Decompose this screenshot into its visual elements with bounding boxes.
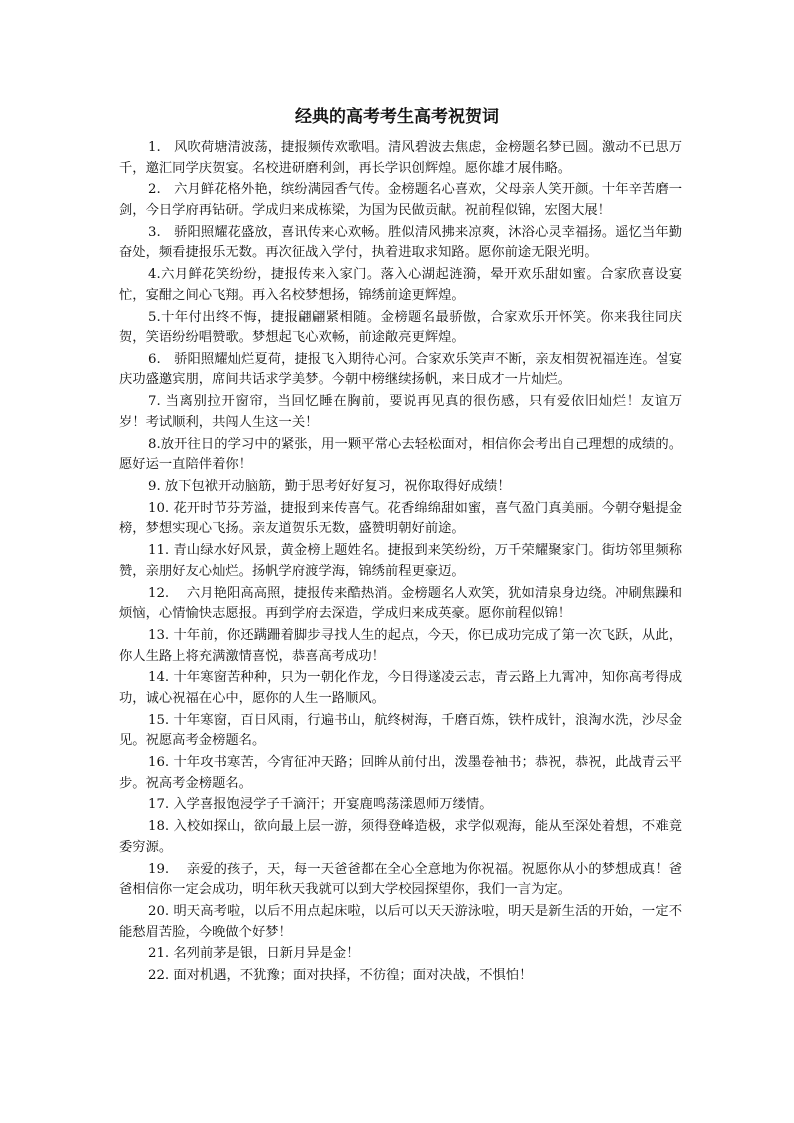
- paragraph: 22. 面对机遇，不犹豫；面对抉择，不彷徨；面对决战，不惧怕！: [148, 968, 533, 984]
- paragraph: 13. 十年前，你还蹒跚着脚步寻找人生的起点，今天，你已成功完成了第一次飞跃，从此，你人生路上将充满激情喜悦，恭喜高考成功！: [119, 627, 682, 664]
- paragraph: 21. 名列前茅是银，日新月异是金！: [148, 946, 360, 962]
- paragraph: 2. 六月鲜花格外艳，缤纷满园香气传。金榜题名心喜欢，父母亲人笑开颜。十年辛苦磨一剑，今日学府再钻研。学成归来成栋梁，为国为民做贡献。祝前程似锦，宏图大展！: [119, 182, 682, 218]
- paragraph: 4.六月鲜花笑纷纷，捷报传来入家门。落入心湖起涟漪，晕开欢乐甜如蜜。合家欣喜设宴忙，宴酣之间心飞翔。再入名校梦想扬，锦绣前途更辉煌。: [119, 267, 682, 303]
- paragraph: 18. 入校如探山，欲向最上层一游，须得登峰造极，求学似观海，能从至深处着想，不难竟委穷源。: [119, 819, 682, 855]
- paragraph: 5.十年付出终不悔，捷报翩翩紧相随。金榜题名最骄傲，合家欢乐开怀笑。你来我往同庆贺，笑语纷纷唱赞歌。梦想起飞心欢畅，前途敞亮更辉煌。: [119, 309, 682, 346]
- document-title: 经典的高考考生高考祝贺词: [295, 107, 499, 127]
- paragraph: 20. 明天高考啦，以后不用点起床啦，以后可以天天游泳啦，明天是新生活的开始，一定不能愁眉苦脸，今晚做个好梦！: [119, 903, 682, 940]
- paragraph: 9. 放下包袱开动脑筋，勤于思考好好复习，祝你取得好成绩！: [148, 479, 511, 494]
- paragraph: 6. 骄阳照耀灿烂夏荷，捷报飞入期待心河。合家欢乐笑声不断，亲友相贺祝福连连。설宴庆功盛邀宾朋，席间共话求学美梦。今朝中榜继续扬帆，来日成才一片灿烂。: [119, 351, 682, 388]
- paragraph: 19. 亲爱的孩子，天，每一天爸爸都在全心全意地为你祝福。祝愿你从小的梦想成真！爸爸相信你一定会成功，明年秋天我就可以到大学校园探望你，我们一言为定。: [119, 861, 682, 898]
- paragraph: 8.放开往日的学习中的紧张，用一颗平常心去轻松面对，相信你会考出自己理想的成绩的。愿好运一直陪伴着你！: [119, 436, 682, 473]
- paragraph: 1. 风吹荷塘清波荡，捷报频传欢歌唱。清风碧波去焦虑，金榜题名梦已圆。激动不已思万千，邀汇同学庆贺宴。名校进研磨利剑，再长学识创辉煌。愿你雄才展伟略。: [119, 140, 682, 176]
- paragraph: 15. 十年寒窗，百日风雨，行遍书山，航终树海，千磨百炼，铁杵成针，浪淘水洗，沙尽金见。祝愿高考金榜题名。: [119, 712, 682, 749]
- paragraph: 17. 入学喜报饱浸学子千滴汗；开宴鹿鸣荡漾恩师万缕情。: [148, 797, 493, 813]
- paragraph: 16. 十年攻书寒苦，今宵征冲天路；回眸从前付出，泼墨卷袖书；恭祝，恭祝，此战青云平步。祝高考金榜题名。: [119, 755, 682, 791]
- paragraph: 11. 青山绿水好风景，黄金榜上题姓名。捷报到来笑纷纷，万千荣耀聚家门。街坊邻里频称赞，亲朋好友心灿烂。扬帆学府渡学海，锦绣前程更豪迈。: [119, 543, 682, 579]
- paragraph: 7. 当离别拉开窗帘，当回忆睡在胸前，要说再见真的很伤感，只有爱依旧灿烂！友谊万岁！考试顺利，共闯人生这一关！: [119, 394, 682, 430]
- paragraph: 3. 骄阳照耀花盛放，喜讯传来心欢畅。胜似清风拂来凉爽，沐浴心灵幸福扬。遥忆当年勤奋处，频看捷报乐无数。再次征战入学付，执着进取求知路。愿你前途无限光明。: [119, 224, 682, 261]
- paragraph: 10. 花开时节芬芳溢，捷报到来传喜气。花香绵绵甜如蜜，喜气盈门真美丽。今朝夺魁提金榜，梦想实现心飞扬。亲友道贺乐无数，盛赞明朝好前途。: [119, 500, 682, 537]
- paragraph: 14. 十年寒窗苦种种，只为一朝化作龙，今日得遂凌云志，青云路上九霄冲，知你高考得成功，诚心祝福在心中，愿你的人生一路顺风。: [119, 670, 682, 706]
- document-body: [119, 138, 682, 988]
- paragraph: 12. 六月艳阳高高照，捷报传来酷热消。金榜题名人欢笑，犹如清泉身边绕。冲刷焦躁和烦恼，心情愉快志愿报。再到学府去深造，学成归来成英豪。愿你前程似锦！: [119, 585, 682, 622]
